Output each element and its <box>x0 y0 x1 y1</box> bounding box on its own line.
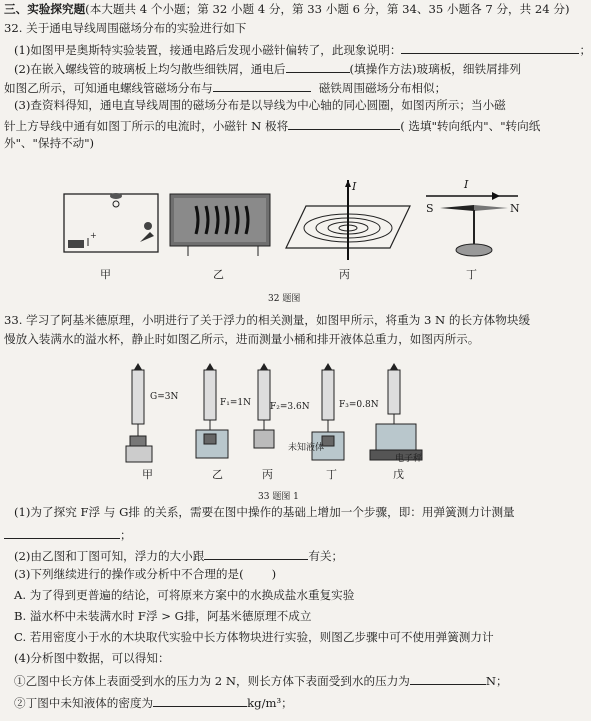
q33-part3-text: (3)下列继续进行的操作或分析中不合理的是( <box>14 567 244 581</box>
q32-ding-n-label: N <box>510 202 520 215</box>
q33-option-a: A. 为了得到更普遍的结论，可将原来方案中的水换成盐水重复实验 <box>14 588 355 602</box>
q32-figure-ding <box>420 178 524 264</box>
q33-scale-label: 电子秤 <box>395 454 423 464</box>
q32-ding-s-label: S <box>426 202 434 215</box>
q33-option-b: B. 溢水杯中未装满水时 F浮 > G排，阿基米德原理不成立 <box>14 609 312 623</box>
q33-value-yi: F₁=1N <box>220 398 251 408</box>
q32-label-yi: 乙 <box>213 268 224 281</box>
section-title: 三、实验探究题 <box>4 2 86 16</box>
current-arrow-icon <box>345 180 351 187</box>
q33-part2-text-b: 有关； <box>308 549 344 563</box>
q33-part4-item1-text: ①乙图中长方体上表面受到水的压力为 2 N，则长方体下表面受到水的压力为 <box>14 674 410 688</box>
q32-part2-text-a: (2)在嵌入螺线管的玻璃板上均匀散些细铁屑，通电后 <box>14 62 286 76</box>
current-arrow-icon <box>492 192 500 200</box>
q32-label-ding: 丁 <box>466 268 477 281</box>
q33-part1-line2 <box>4 526 132 543</box>
q33-part3-end: ) <box>271 567 277 581</box>
svg-text:+: + <box>90 231 97 240</box>
spring-scale-wu <box>370 364 422 460</box>
q33-part4: (4)分析图中数据，可以得知： <box>14 651 170 665</box>
q32-part3-line1: (3)查资料得知，通电直导线周围的磁场分布是以导线为中心轴的同心圆圈，如图丙所示；当小磁 <box>14 98 506 112</box>
q32-part3-line2 <box>4 117 540 134</box>
q33-part1-line1: (1)为了探究 F浮 与 G排 的关系，需要在图中操作的基础上增加一个步骤，即：用弹簧测力计测量 <box>14 505 515 519</box>
q32-figure-caption: 32 题图 <box>268 294 301 304</box>
q32-part1-blank[interactable] <box>401 41 579 54</box>
q33-part2-text-a: (2)由乙图和丁图可知，浮力的大小跟 <box>14 549 205 563</box>
q32-part1-end: ； <box>579 43 591 57</box>
q32-part3-text-b: 针上方导线中通有如图丁所示的电流时，小磁针 N 极将 <box>4 119 289 133</box>
q32-part3-text-c: ( 选填"转向纸内"、"转向纸 <box>400 119 541 133</box>
q33-value-bing: F₂=3.6N <box>270 402 310 412</box>
section-note: (本大题共 4 个小题；第 32 小题 4 分，第 33 小题 6 分，第 34、35 小题各 7 分，共 24 分) <box>85 2 570 16</box>
q33-option-c: C. 若用密度小于水的木块取代实验中长方体物块进行实验，则图乙步骤中可不使用弹簧测力计 <box>14 630 494 644</box>
q33-part4-item2-text: ②丁图中未知液体的密度为 <box>14 696 154 710</box>
compass-needle-icon <box>110 193 122 199</box>
q32-part1-text: (1)如图甲是奥斯特实验装置，接通电路后发现小磁针偏转了，此现象说明： <box>14 43 402 57</box>
q33-part4-item2-blank[interactable] <box>153 694 247 707</box>
battery-icon <box>68 240 84 248</box>
q33-label-bing: 丙 <box>262 468 273 481</box>
q32-part2-line2 <box>4 79 446 96</box>
q33-part1-end: ； <box>120 528 132 542</box>
q33-part4-item1-blank[interactable] <box>410 672 486 685</box>
q32-part2-blank-2[interactable] <box>213 79 311 92</box>
q33-part2-blank[interactable] <box>204 547 308 560</box>
q32-label-jia: 甲 <box>100 268 111 281</box>
q33-value-jia: G=3N <box>150 392 179 402</box>
q33-liquid-label: 未知液体 <box>288 443 325 453</box>
q32-part2-line1 <box>14 60 521 77</box>
section-header <box>4 2 570 17</box>
q32-part3-blank[interactable] <box>288 117 400 130</box>
compass-needle-icon <box>440 205 474 211</box>
q33-part4-item1-unit: N； <box>485 674 508 688</box>
q32-label-bing: 丙 <box>339 268 350 281</box>
q33-stem-1: 33. 学习了阿基米德原理，小明进行了关于浮力的相关测量，如图甲所示，将重为 3 N 的长方体物块缓 <box>4 313 531 327</box>
q32-part2-blank-1[interactable] <box>286 60 350 73</box>
q33-label-wu: 戊 <box>393 468 404 481</box>
q32-part2-text-b: (填操作方法)玻璃板，细铁屑排列 <box>349 62 521 76</box>
q32-part2-text-d: 磁铁周围磁场分布相似； <box>318 81 447 95</box>
spring-scale-yi <box>196 364 228 458</box>
q33-part2 <box>14 547 343 564</box>
q33-part3 <box>14 567 276 582</box>
q33-part4-item2 <box>14 694 293 711</box>
q32-figure-jia <box>58 186 166 262</box>
q33-figure <box>118 360 448 464</box>
q33-value-ding: F₃=0.8N <box>339 400 379 410</box>
q32-figure-yi <box>168 190 272 262</box>
q33-part4-item1 <box>14 672 508 689</box>
q32-figure-bing <box>280 178 416 262</box>
spring-scale-jia <box>126 364 152 462</box>
q32-part2-text-c: 如图乙所示，可知通电螺线管磁场分布与 <box>4 81 213 95</box>
q32-ding-current-label: I <box>464 178 469 191</box>
q32-part3-line3: 外"、"保持不动") <box>4 136 95 150</box>
q33-label-yi: 乙 <box>212 468 223 481</box>
q32-bing-current-label: I <box>352 180 357 193</box>
q32-part1 <box>14 41 591 58</box>
q32-stem: 32. 关于通电导线周围磁场分布的实验进行如下 <box>4 21 247 35</box>
q33-part1-blank[interactable] <box>4 526 120 539</box>
q33-figure-caption: 33 题图 1 <box>258 492 299 502</box>
q33-label-ding: 丁 <box>326 468 337 481</box>
q33-stem-2: 慢放入装满水的溢水杯，静止时如图乙所示，进而测量小桶和排开液体总重力，如图丙所示。 <box>4 332 480 346</box>
q33-part4-item2-unit: kg/m³； <box>247 696 293 710</box>
q33-label-jia: 甲 <box>142 468 153 481</box>
switch-icon <box>140 232 154 242</box>
